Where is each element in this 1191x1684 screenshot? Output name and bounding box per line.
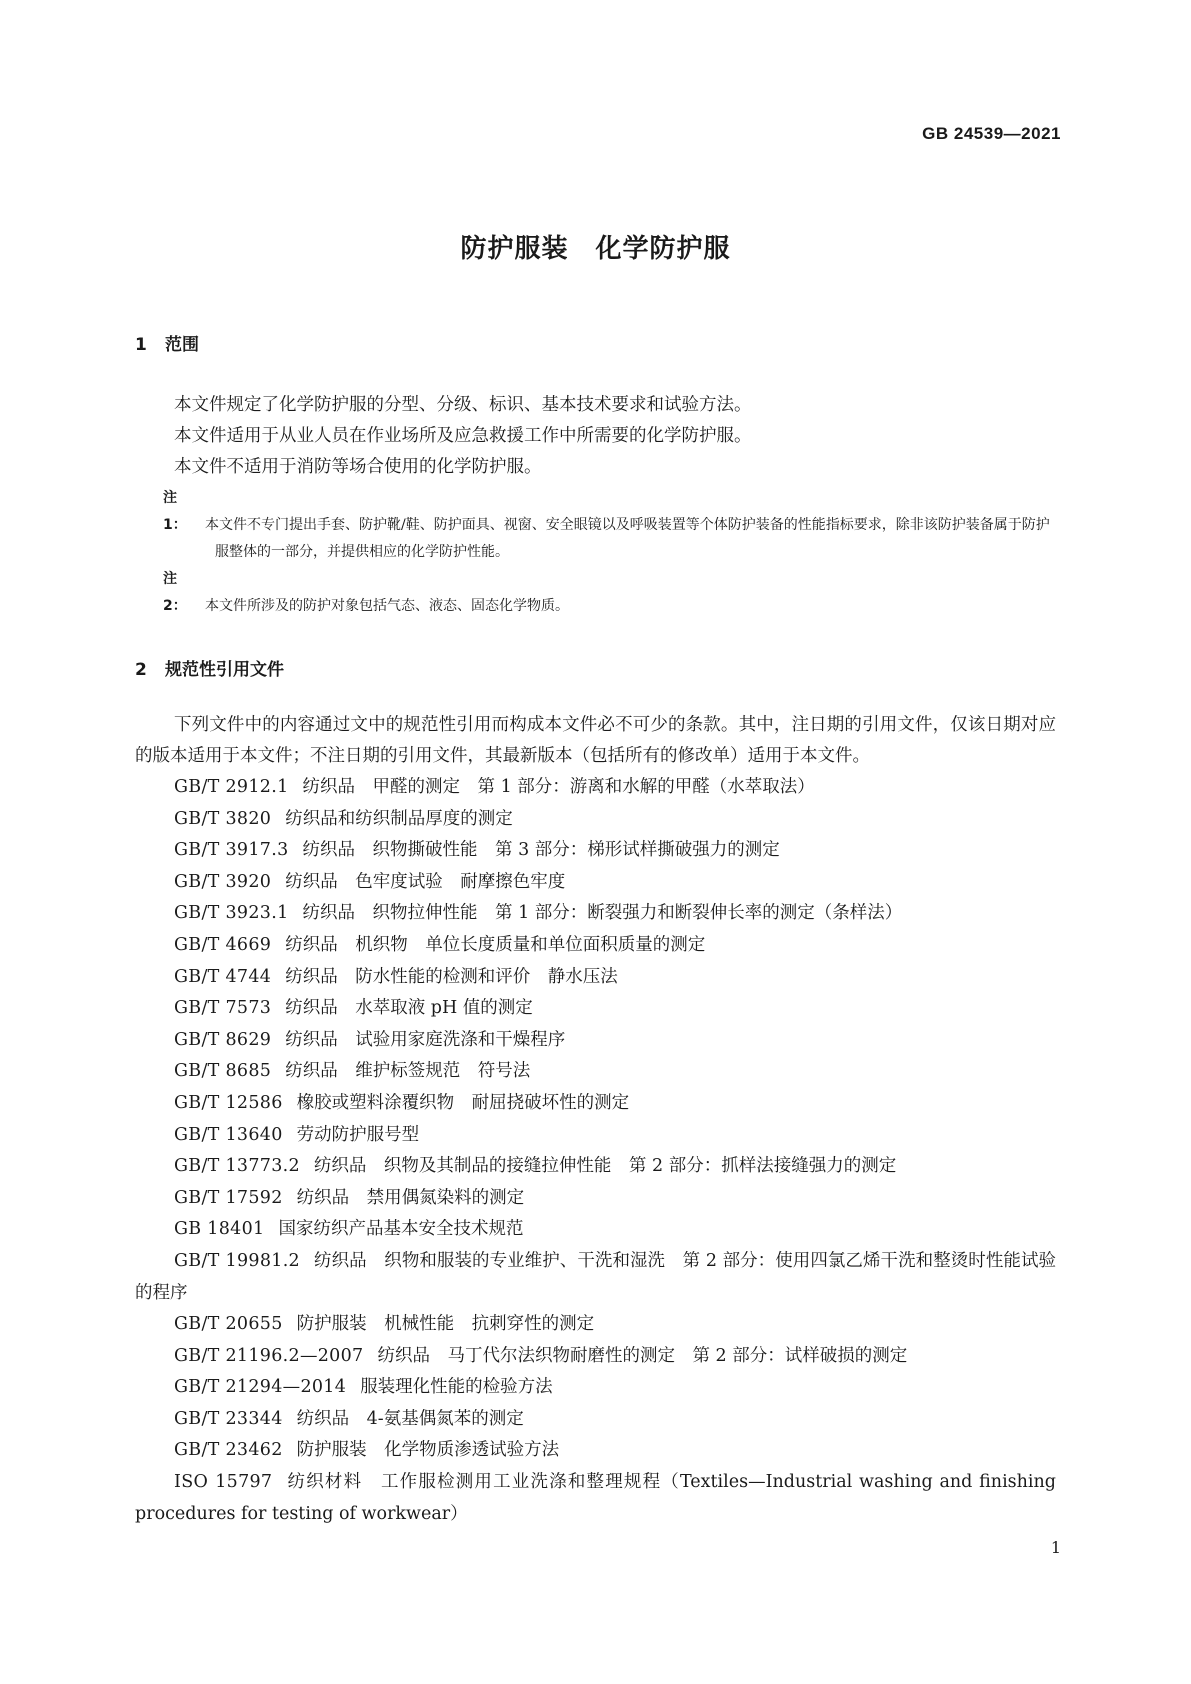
reference-title: 纺织品 织物及其制品的接缝拉伸性能 第 2 部分：抓样法接缝强力的测定	[313, 1156, 897, 1177]
reference-title: 纺织品 水萃取液 pH 值的测定	[285, 998, 533, 1019]
reference-title: 纺织品 机织物 单位长度质量和单位面积质量的测定	[285, 934, 706, 955]
reference-item	[135, 1056, 1056, 1088]
reference-code: GB/T 8685	[174, 1061, 272, 1082]
reference-title: 纺织品 禁用偶氮染料的测定	[296, 1187, 525, 1208]
reference-title: 纺织品和纺织制品厚度的测定	[285, 808, 513, 829]
note-label: 注 2：	[163, 571, 187, 614]
reference-item	[135, 1246, 1056, 1309]
reference-item	[135, 1183, 1056, 1215]
reference-item	[135, 930, 1056, 962]
standard-code: GB 24539—2021	[922, 124, 1061, 143]
scope-note	[135, 566, 1056, 620]
reference-item	[135, 1404, 1056, 1436]
reference-code: GB/T 8629	[174, 1029, 272, 1050]
reference-item	[135, 1151, 1056, 1183]
reference-code: GB/T 3820	[174, 808, 272, 829]
reference-item	[135, 804, 1056, 836]
reference-title: 纺织品 维护标签规范 符号法	[285, 1061, 531, 1082]
reference-list	[135, 772, 1056, 1530]
note-label: 注 1：	[163, 490, 187, 533]
reference-title: 纺织品 织物拉伸性能 第 1 部分：断裂强力和断裂伸长率的测定（条样法）	[302, 903, 903, 924]
reference-title: 纺织品 试验用家庭洗涤和干燥程序	[285, 1029, 566, 1050]
reference-title: 纺织品 4-氨基偶氮苯的测定	[296, 1408, 524, 1429]
scope-paragraph: 本文件不适用于消防等场合使用的化学防护服。	[174, 457, 542, 477]
reference-code: GB/T 2912.1	[174, 777, 289, 797]
reference-code: GB/T 17592	[174, 1187, 283, 1208]
references-intro: 下列文件中的内容通过文中的规范性引用而构成本文件必不可少的条款。其中，注日期的引用文件，仅该日期对应的版本适用于本文件；不注日期的引用文件，其最新版本（包括所有的修改单）适用于本文件。	[135, 715, 1056, 766]
reference-code: GB/T 13640	[174, 1124, 283, 1145]
reference-item	[135, 1435, 1056, 1467]
reference-code: GB/T 3917.3	[174, 840, 289, 861]
document-title: 防护服装 化学防护服	[460, 234, 731, 264]
reference-code: GB/T 21196.2—2007	[174, 1345, 364, 1366]
page-number: 1	[1050, 1538, 1061, 1557]
reference-code: GB/T 3923.1	[174, 903, 289, 924]
reference-item	[135, 835, 1056, 867]
reference-item	[135, 1088, 1056, 1120]
reference-item	[135, 1372, 1056, 1404]
reference-title: 防护服装 化学物质渗透试验方法	[296, 1440, 560, 1461]
scope-note	[135, 485, 1056, 566]
reference-title: 纺织材料 工作服检测用工业洗涤和整理规程（Textiles—Industrial washing and finishing procedures for testing of workwear）	[135, 1472, 1056, 1524]
reference-code: GB/T 7573	[174, 998, 272, 1019]
reference-title: 橡胶或塑料涂覆织物 耐屈挠破坏性的测定	[296, 1092, 630, 1113]
section-1-heading	[135, 333, 1056, 357]
section-2-title: 规范性引用文件	[165, 660, 284, 680]
reference-item	[135, 1120, 1056, 1152]
reference-code: GB/T 23344	[174, 1408, 283, 1429]
reference-title: 纺织品 甲醛的测定 第 1 部分：游离和水解的甲醛（水萃取法）	[302, 777, 815, 797]
scope-paragraph: 本文件规定了化学防护服的分型、分级、标识、基本技术要求和试验方法。	[174, 395, 752, 415]
reference-item	[135, 867, 1056, 899]
reference-item	[135, 898, 1056, 930]
section-2-heading	[135, 658, 1056, 682]
reference-title: 纺织品 织物和服装的专业维护、干洗和湿洗 第 2 部分：使用四氯乙烯干洗和整烫时性能试验的程序	[135, 1250, 1057, 1303]
reference-code: GB/T 4744	[174, 966, 272, 987]
reference-code: ISO 15797	[174, 1472, 273, 1493]
reference-code: GB/T 23462	[174, 1440, 283, 1461]
reference-item	[135, 1214, 1056, 1246]
reference-title: 纺织品 色牢度试验 耐摩擦色牢度	[285, 871, 566, 892]
reference-item	[135, 1309, 1056, 1341]
section-1-title: 范围	[165, 335, 199, 355]
reference-title: 纺织品 马丁代尔法织物耐磨性的测定 第 2 部分：试样破损的测定	[377, 1345, 908, 1366]
reference-title: 防护服装 机械性能 抗刺穿性的测定	[296, 1314, 595, 1335]
reference-code: GB 18401	[174, 1219, 265, 1240]
reference-item	[135, 1467, 1056, 1530]
reference-title: 纺织品 织物撕破性能 第 3 部分：梯形试样撕破强力的测定	[302, 840, 780, 861]
reference-code: GB/T 20655	[174, 1314, 283, 1335]
note-text: 本文件所涉及的防护对象包括气态、液态、固态化学物质。	[205, 598, 569, 614]
reference-item	[135, 962, 1056, 994]
reference-title: 服装理化性能的检验方法	[360, 1377, 553, 1398]
section-2-number: 2	[135, 660, 147, 680]
reference-code: GB/T 21294—2014	[174, 1377, 347, 1398]
reference-code: GB/T 12586	[174, 1092, 283, 1113]
note-text: 本文件不专门提出手套、防护靴/鞋、防护面具、视窗、安全眼镜以及呼吸装置等个体防护装备的性能指标要求，除非该防护装备属于防护服整体的一部分，并提供相应的化学防护性能。	[205, 517, 1050, 560]
reference-title: 国家纺织产品基本安全技术规范	[278, 1219, 524, 1240]
reference-item	[135, 1341, 1056, 1373]
scope-paragraph: 本文件适用于从业人员在作业场所及应急救援工作中所需要的化学防护服。	[174, 426, 752, 446]
reference-title: 纺织品 防水性能的检测和评价 静水压法	[285, 966, 618, 987]
section-1-number: 1	[135, 335, 147, 355]
reference-item	[135, 993, 1056, 1025]
reference-item	[135, 1025, 1056, 1057]
reference-code: GB/T 4669	[174, 934, 272, 955]
reference-code: GB/T 3920	[174, 871, 272, 892]
reference-title: 劳动防护服号型	[296, 1124, 420, 1145]
document-body	[135, 333, 1056, 1530]
reference-item	[135, 772, 1056, 804]
reference-code: GB/T 13773.2	[174, 1156, 300, 1177]
reference-code: GB/T 19981.2	[174, 1250, 300, 1271]
